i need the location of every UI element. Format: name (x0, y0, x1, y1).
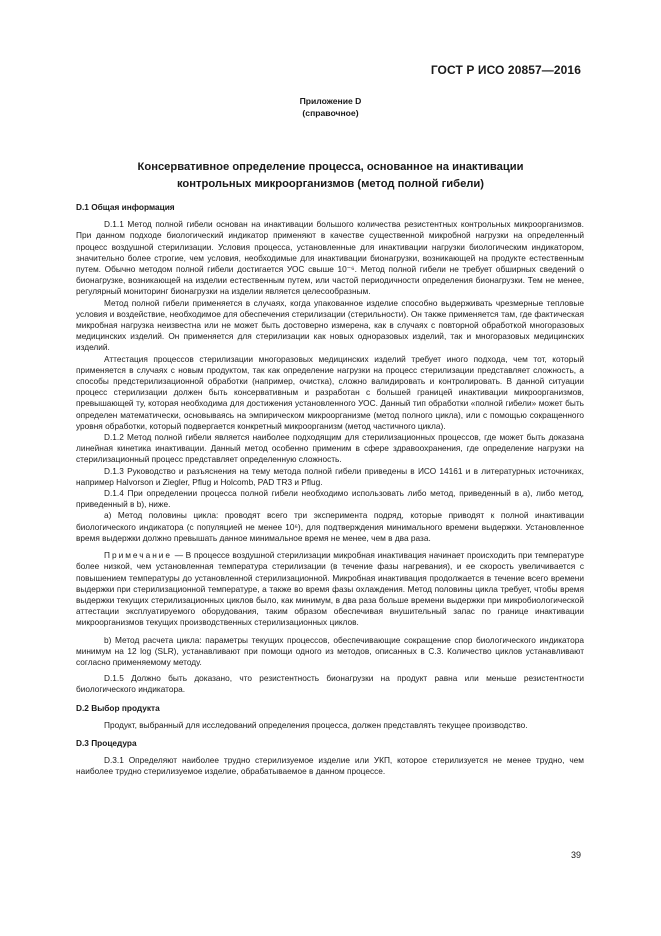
paragraph-d1-5: D.1.5 Должно быть доказано, что резистентность бионагрузки на продукт равна или меньше резистентности биологического индикатора. (76, 673, 584, 695)
section-heading-d3: D.3 Процедура (76, 737, 137, 748)
paragraph-d1-3: D.1.3 Руководство и разъяснения на тему метода полной гибели приведены в ИСО 14161 и в литературных источниках, например Halvorson и Ziegler, Pflug и Holcomb, PAD TR3 и Pflug. (76, 465, 584, 487)
annex-title-line-1: Консервативное определение процесса, основанное на инактивации (137, 161, 524, 173)
section-heading-d2: D.2 Выбор продукта (76, 702, 160, 713)
annex-title (0, 159, 661, 193)
list-item-a: a) Метод половины цикла: проводят всего три эксперимента подряд, которые приводят к полной инактивации биологического индикатора (с популяцией не менее 10⁶), для подтверждения минимального времени выдержки. Установленное время выдержки должно превышать данное минимальное время не менее, чем в два раза. (76, 510, 584, 543)
document-header: ГОСТ Р ИСО 20857—2016 (430, 63, 581, 77)
list-item-b: b) Метод расчета цикла: параметры текущих процессов, обеспечивающие сокращение спор биологического индикатора минимум на 12 log (SLR), устанавливают при помощи одного из методов, описанных в С.3. Количество циклов устанавливают согласно применяемому методу. (76, 634, 584, 667)
annex-label: Приложение D (299, 96, 362, 106)
annex-caption (0, 95, 661, 119)
paragraph-d1-2: D.1.2 Метод полной гибели является наиболее подходящим для стерилизационных процессов, где может быть доказана линейная кинетика инактивации. Данный метод особенно применим в сфере здравоохранения, где определение нагрузки на стерилизационный процесс представляет определенную сложность. (76, 432, 584, 465)
annex-type: (справочное) (302, 108, 359, 118)
section-heading-d1: D.1 Общая информация (76, 202, 175, 212)
paragraph-d2: Продукт, выбранный для исследований определения процесса, должен представлять текущее производство. (104, 719, 528, 730)
paragraph-d1-1-cont-2: Аттестация процессов стерилизации многоразовых медицинских изделий требует иного подхода, чем тот, который применяется в случаях с новым продуктом, так как определение нагрузки на процесс стерилизации представляет сложность, а способы предстерилизационной обработки (например, очистка), сложно валидировать и контролировать. В данной ситуации процесс стерилизации должен быть консервативным и разработан с большей границей инактивации микроорганизмов, превышающей ту, которая необходима для достижения установленного УОС. Данный тип обработки «полной гибели» может быть определен математически, основываясь на эмпирическом микроорганизме (метод полного цикла), или с помощью сокращенного уровня обработки, который подвергается конкретный микроорганизм (метод частичного цикла). (76, 353, 584, 431)
page-number: 39 (570, 850, 581, 860)
paragraph-d1-4: D.1.4 При определении процесса полной гибели необходимо использовать либо метод, приведенный в а), либо метод, приведенный в b), ниже. (76, 488, 584, 510)
paragraph-d1-1: D.1.1 Метод полной гибели основан на инактивации большого количества резистентных контрольных микроорганизмов. При данном подходе биологический индикатор применяют в качестве существенной микробной нагрузки на определенный процесс воздушной стерилизации. Условия процесса, установленные для инактивации нагрузки биологическим индикатором, значительно более строгие, чем условия, необходимые для инактивации бионагрузки, возникающей на продукте естественным путем. Обычно методом полной гибели достигается УОС свыше 10⁻⁶. Метод полной гибели не требует обширных сведений о бионагрузке, возникающей на изделии естественным путем, или частой периодичности определения бионагрузки. Тем не менее, регулярный мониторинг бионагрузки на изделии является целесообразным. (76, 219, 584, 297)
document-body (76, 202, 584, 778)
paragraph-d3-1: D.3.1 Определяют наиболее трудно стерилизуемое изделие или УКП, которое стерилизуется не менее трудно, чем наиболее трудно стерилизуемое изделие, обрабатываемое в данном процессе. (76, 755, 584, 777)
note-text: — В процессе воздушной стерилизации микробная инактивация начинает происходить при температуре более низкой, чем установленная температура стерилизации (в течение фазы нагревания), и ее скорость увеличивается с повышением температуры до установленной стерилизационной. Микробная инактивация продолжается в течение всего времени выдержки при стерилизационной температуре, а также во время фазы охлаждения. Метод половины цикла требует, чтобы время выдержки текущих стерилизационных циклов было, как минимум, в два раза больше времени выдержки при микробиологической аттестации эксплуатируемого оборудования, таким образом обеспечивая внушительный запас по границе инактивации микроорганизмов текущих производственных стерилизационных циклов. (76, 550, 584, 628)
annex-title-line-2: контрольных микроорганизмов (метод полной гибели) (176, 178, 485, 190)
paragraph-d1-1-cont-1: Метод полной гибели применяется в случаях, когда упакованное изделие способно выдерживать чрезмерные тепловые условия и воздействие, необходимое для обеспечения стерилизации (стерильности). Он также применяется там, где фактическая микробная нагрузка неизвестна или не может быть достоверно измерена, как в случаях с повторной обработкой многоразовых медицинских изделий. Он применяется для стерилизации как новых одноразовых изделий, так и многоразовых медицинских изделий. (76, 297, 584, 353)
note-paragraph (76, 550, 584, 628)
note-label: Примечание (104, 550, 173, 561)
